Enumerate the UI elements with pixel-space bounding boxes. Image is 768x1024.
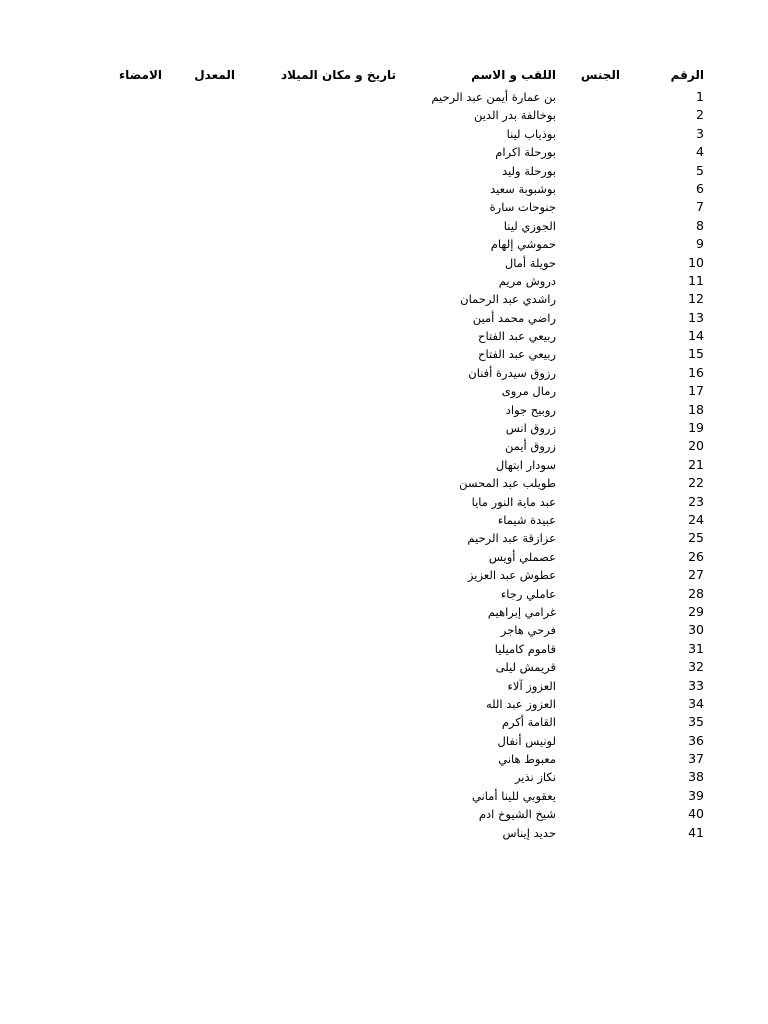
row-number: 4 bbox=[696, 144, 704, 160]
row-number: 21 bbox=[688, 456, 704, 472]
row-student-name: قريمش ليلى bbox=[495, 660, 556, 675]
table-row bbox=[0, 824, 768, 842]
table-row bbox=[0, 290, 768, 308]
row-student-name: روبيح جواد bbox=[505, 402, 556, 417]
table-row bbox=[0, 511, 768, 529]
table-row bbox=[0, 603, 768, 621]
table-row bbox=[0, 713, 768, 731]
row-number: 8 bbox=[696, 217, 704, 233]
row-number: 23 bbox=[688, 493, 704, 509]
table-body bbox=[0, 88, 768, 842]
row-number: 2 bbox=[696, 107, 704, 123]
row-number: 7 bbox=[696, 199, 704, 215]
row-number: 31 bbox=[688, 640, 704, 656]
table-row bbox=[0, 327, 768, 345]
table-row bbox=[0, 345, 768, 363]
table-row bbox=[0, 529, 768, 547]
row-student-name: عبد ماية النور مايا bbox=[471, 494, 556, 509]
row-student-name: بورحلة وليد bbox=[502, 163, 556, 178]
row-student-name: راضي محمد أمين bbox=[472, 310, 556, 325]
row-number: 15 bbox=[688, 346, 704, 362]
row-number: 39 bbox=[688, 787, 704, 803]
table-row bbox=[0, 143, 768, 161]
table-row bbox=[0, 787, 768, 805]
table-row bbox=[0, 217, 768, 235]
table-row bbox=[0, 419, 768, 437]
row-number: 14 bbox=[688, 328, 704, 344]
row-student-name: جنوحات سارة bbox=[489, 200, 556, 215]
row-student-name: قاموم كاميليا bbox=[494, 641, 556, 656]
row-student-name: معبوط هاني bbox=[498, 752, 556, 767]
row-number: 19 bbox=[688, 420, 704, 436]
row-number: 26 bbox=[688, 548, 704, 564]
table-row bbox=[0, 640, 768, 658]
row-number: 24 bbox=[688, 511, 704, 527]
row-number: 5 bbox=[696, 162, 704, 178]
table-row bbox=[0, 805, 768, 823]
header-birth: تاريخ و مكان الميلاد bbox=[280, 68, 396, 82]
row-number: 28 bbox=[688, 585, 704, 601]
row-student-name: لونيس أنفال bbox=[497, 733, 556, 748]
header-name: اللقب و الاسم bbox=[471, 68, 556, 82]
row-student-name: الجوزي لينا bbox=[503, 218, 556, 233]
row-student-name: عصملي أويس bbox=[488, 549, 556, 564]
table-row bbox=[0, 106, 768, 124]
table-row bbox=[0, 364, 768, 382]
table-row bbox=[0, 585, 768, 603]
table-row bbox=[0, 548, 768, 566]
row-student-name: عزازقة عبد الرحيم bbox=[467, 531, 556, 546]
row-number: 32 bbox=[688, 659, 704, 675]
row-number: 34 bbox=[688, 695, 704, 711]
table-row bbox=[0, 768, 768, 786]
row-number: 1 bbox=[696, 89, 704, 104]
row-student-name: رزوق سيدرة أفنان bbox=[468, 365, 556, 380]
row-number: 38 bbox=[688, 769, 704, 785]
row-number: 12 bbox=[688, 291, 704, 307]
table-row bbox=[0, 162, 768, 180]
row-student-name: بوشبوبة سعيد bbox=[490, 181, 556, 196]
row-student-name: بورحلة اكرام bbox=[495, 145, 556, 160]
row-number: 11 bbox=[688, 272, 704, 288]
row-student-name: يعقوبي للينا أماني bbox=[471, 788, 556, 803]
table-row bbox=[0, 493, 768, 511]
row-student-name: القامة أكرم bbox=[501, 715, 556, 730]
table-row bbox=[0, 88, 768, 106]
table-row bbox=[0, 382, 768, 400]
row-student-name: دروش مريم bbox=[498, 273, 556, 288]
row-student-name: ربيعي عبد الفتاح bbox=[478, 347, 556, 362]
row-number: 36 bbox=[688, 732, 704, 748]
row-number: 25 bbox=[688, 530, 704, 546]
row-student-name: فرحي هاجر bbox=[500, 623, 556, 638]
table-row bbox=[0, 566, 768, 584]
table-row bbox=[0, 254, 768, 272]
row-student-name: حموشي إلهام bbox=[490, 237, 556, 252]
row-student-name: عبيدة شيماء bbox=[497, 512, 556, 527]
row-number: 6 bbox=[696, 180, 704, 196]
row-number: 9 bbox=[696, 236, 704, 252]
row-number: 37 bbox=[688, 751, 704, 767]
table-row bbox=[0, 456, 768, 474]
table-row bbox=[0, 437, 768, 455]
row-student-name: بن عمارة أيمن عبد الرحيم bbox=[431, 90, 556, 104]
row-number: 16 bbox=[688, 364, 704, 380]
row-student-name: عطوش عبد العزيز bbox=[467, 568, 556, 583]
table-row bbox=[0, 474, 768, 492]
row-number: 3 bbox=[696, 125, 704, 141]
row-student-name: زروق انس bbox=[505, 421, 556, 436]
row-number: 27 bbox=[688, 567, 704, 583]
table-row bbox=[0, 272, 768, 290]
header-number: الرقم bbox=[670, 68, 704, 82]
row-student-name: شيخ الشيوخ ادم bbox=[478, 807, 556, 822]
row-number: 20 bbox=[688, 438, 704, 454]
row-student-name: حويلة أمال bbox=[504, 255, 556, 270]
table-row bbox=[0, 750, 768, 768]
row-number: 17 bbox=[688, 383, 704, 399]
row-number: 13 bbox=[688, 309, 704, 325]
table-row bbox=[0, 125, 768, 143]
row-student-name: رمال مروى bbox=[501, 384, 556, 399]
row-number: 10 bbox=[688, 254, 704, 270]
table-row bbox=[0, 677, 768, 695]
row-student-name: عاملي رجاء bbox=[500, 586, 556, 601]
row-student-name: غرامي إبراهيم bbox=[487, 604, 556, 619]
row-number: 22 bbox=[688, 475, 704, 491]
row-student-name: العزوز آلاء bbox=[507, 678, 556, 693]
row-student-name: سودار ابتهال bbox=[495, 457, 556, 472]
table-row bbox=[0, 401, 768, 419]
row-number: 18 bbox=[688, 401, 704, 417]
row-student-name: العزوز عبد الله bbox=[485, 696, 556, 711]
header-sex: الجنس bbox=[580, 68, 620, 82]
table-row bbox=[0, 198, 768, 216]
row-number: 29 bbox=[688, 603, 704, 619]
row-number: 41 bbox=[688, 824, 704, 840]
header-signature: الامضاء bbox=[119, 68, 162, 82]
row-student-name: بوخالفة بدر الدين bbox=[473, 108, 556, 123]
row-number: 30 bbox=[688, 622, 704, 638]
row-student-name: حديد إيناس bbox=[502, 825, 556, 840]
row-student-name: نكاز نذير bbox=[514, 770, 556, 785]
row-student-name: راشدي عبد الرحمان bbox=[460, 292, 556, 307]
row-student-name: طويلب عبد المحسن bbox=[459, 476, 556, 491]
row-number: 33 bbox=[688, 677, 704, 693]
table-row bbox=[0, 621, 768, 639]
row-number: 35 bbox=[688, 714, 704, 730]
table-row bbox=[0, 235, 768, 253]
row-student-name: بوذياب لينا bbox=[506, 126, 556, 141]
table-row bbox=[0, 695, 768, 713]
header-average: المعدل bbox=[194, 68, 235, 82]
row-student-name: زروق أيمن bbox=[504, 439, 556, 454]
table-row bbox=[0, 180, 768, 198]
row-student-name: ربيعي عبد الفتاح bbox=[478, 329, 556, 344]
row-number: 40 bbox=[688, 806, 704, 822]
table-row bbox=[0, 309, 768, 327]
table-row bbox=[0, 658, 768, 676]
table-row bbox=[0, 732, 768, 750]
table-header-row bbox=[0, 68, 768, 88]
